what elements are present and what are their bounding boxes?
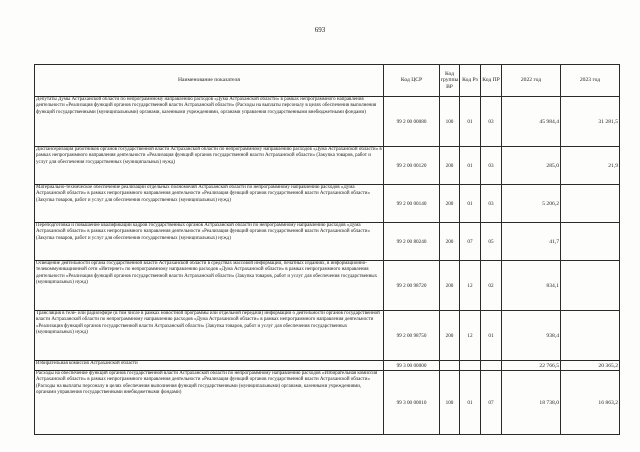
- vr-code-cell: 100: [440, 371, 460, 435]
- amount-2023-cell: 20 365,2: [561, 361, 620, 371]
- vr-code-cell: 100: [440, 97, 460, 147]
- amount-2022-cell: 41,7: [502, 223, 561, 261]
- header-2022: 2022 год: [502, 65, 561, 97]
- amount-2022-cell: 22 766,5: [502, 361, 561, 371]
- rz-code-cell: 01: [460, 147, 481, 185]
- csr-code-cell: 99 2 00 98750: [384, 311, 440, 361]
- pr-code-cell: 03: [481, 147, 502, 185]
- amount-2022-cell: 834,1: [502, 261, 561, 311]
- header-csr: Код ЦСР: [384, 65, 440, 97]
- header-vr: Код группы ВР: [440, 65, 460, 97]
- amount-2023-cell: [561, 311, 620, 361]
- csr-code-cell: 99 2 00 00140: [384, 185, 440, 223]
- vr-code-cell: [440, 361, 460, 371]
- amount-2023-cell: 21,9: [561, 147, 620, 185]
- rz-code-cell: 01: [460, 371, 481, 435]
- amount-2023-cell: 16 863,2: [561, 371, 620, 435]
- amount-2022-cell: 5 206,2: [502, 185, 561, 223]
- table-row: [35, 223, 620, 261]
- row-name-cell: Диспансеризация работников органов государственной власти Астраханской области по непрограммному направлению расходов «Дума Астраханской области» в рамках непрограммного направления деятельности «Реализация функций органов государственной власти Астраханской области» (Закупка товаров, работ и услуг для обеспечения государственных (муниципальных) нужд): [35, 147, 384, 185]
- header-2023: 2023 год: [561, 65, 620, 97]
- csr-code-cell: 99 2 00 00120: [384, 147, 440, 185]
- amount-2022-cell: 938,4: [502, 311, 561, 361]
- pr-code-cell: 01: [481, 311, 502, 361]
- table-row: [35, 185, 620, 223]
- amount-2023-cell: [561, 185, 620, 223]
- pr-code-cell: 07: [481, 371, 502, 435]
- row-name-cell: Избирательная комиссия Астраханской области: [35, 361, 384, 371]
- csr-code-cell: 99 3 00 00000: [384, 361, 440, 371]
- pr-code-cell: 03: [481, 97, 502, 147]
- table-row: [35, 97, 620, 147]
- pr-code-cell: 02: [481, 261, 502, 311]
- header-pr: Код ПР: [481, 65, 502, 97]
- vr-code-cell: 200: [440, 261, 460, 311]
- header-rz: Код Рз: [460, 65, 481, 97]
- table-row: [35, 371, 620, 435]
- table-row: [35, 311, 620, 361]
- row-name-cell: Депутаты Думы Астраханской области по непрограммному направлению расходов «Дума Астраханской области» в рамках непрограммного направления деятельности «Реализация функций органов государственной власти Астраханской области» (Расходы на выплаты персоналу в целях обеспечения выполнения функций государственными (муниципальными) органами, казенными учреждениями, органами управления государственными внебюджетными фондами): [35, 97, 384, 147]
- rz-code-cell: 07: [460, 223, 481, 261]
- row-name-cell: Расходы на обеспечение функций органов государственной власти Астраханской области по непрограммному направлению расходов «Избирательная комиссия Астраханской области» в рамках непрограммного направления деятельности «Реализация функций органов государственной власти Астраханской области» (Расходы на выплаты персоналу в целях обеспечения выполнения функций государственными (муниципальными) органами, казенными учреждениями, органами управления государственными внебюджетными фондами): [35, 371, 384, 435]
- csr-code-cell: 99 2 00 00080: [384, 97, 440, 147]
- vr-code-cell: 200: [440, 147, 460, 185]
- rz-code-cell: [460, 361, 481, 371]
- amount-2023-cell: [561, 223, 620, 261]
- table-header-row: [35, 65, 620, 97]
- row-name-cell: Освещение деятельности органа государственной власти Астраханской области в средствах массовой информации, печатных изданиях, в информационно-телекоммуникационной сети «Интернет» по непрограммному направлению расходов «Дума Астраханской области» в рамках непрограммного направления деятельности «Реализация функций органов государственной власти Астраханской области» (Закупка товаров, работ и услуг для обеспечения государственных (муниципальных) нужд): [35, 261, 384, 311]
- csr-code-cell: 99 3 00 00010: [384, 371, 440, 435]
- row-name-cell: Материально-техническое обеспечение реализации отдельных полномочий Астраханской области по непрограммному направлению расходов «Дума Астраханской области» в рамках непрограммного направления деятельности «Реализация функций органов государственной власти Астраханской области» (Закупка товаров, работ и услуг для обеспечения государственных (муниципальных) нужд): [35, 185, 384, 223]
- row-name-cell: Трансляция в теле- или радиоэфире (в том числе в рамках новостной программы или отдельной передачи) информации о деятельности органов государственной власти Астраханской области по непрограммному направлению расходов «Дума Астраханской области» в рамках непрограммного направления деятельности «Реализация функций органов государственной власти Астраханской области» (Закупка товаров, работ и услуг для обеспечения государственных (муниципальных) нужд): [35, 311, 384, 361]
- amount-2023-cell: [561, 261, 620, 311]
- pr-code-cell: [481, 361, 502, 371]
- amount-2022-cell: 285,0: [502, 147, 561, 185]
- table-row: [35, 261, 620, 311]
- table-body: [35, 97, 620, 435]
- csr-code-cell: 99 2 00 98720: [384, 261, 440, 311]
- rz-code-cell: 12: [460, 311, 481, 361]
- vr-code-cell: 200: [440, 223, 460, 261]
- header-name: Наименование показателя: [35, 65, 384, 97]
- rz-code-cell: 01: [460, 97, 481, 147]
- csr-code-cell: 99 2 00 80240: [384, 223, 440, 261]
- page-number: 693: [314, 26, 326, 34]
- table-row: [35, 361, 620, 371]
- pr-code-cell: 05: [481, 223, 502, 261]
- rz-code-cell: 12: [460, 261, 481, 311]
- pr-code-cell: 03: [481, 185, 502, 223]
- table-row: [35, 147, 620, 185]
- row-name-cell: Переподготовка и повышение квалификации кадров государственных органов Астраханской области по непрограммному направлению расходов «Дума Астраханской области» в рамках непрограммного направления деятельности «Реализация функций органов государственной власти Астраханской области» (Закупка товаров, работ и услуг для обеспечения государственных (муниципальных) нужд): [35, 223, 384, 261]
- vr-code-cell: 200: [440, 311, 460, 361]
- amount-2022-cell: 18 738,0: [502, 371, 561, 435]
- amount-2023-cell: 31 281,5: [561, 97, 620, 147]
- vr-code-cell: 200: [440, 185, 460, 223]
- budget-table: [34, 64, 620, 435]
- amount-2022-cell: 45 984,4: [502, 97, 561, 147]
- rz-code-cell: 01: [460, 185, 481, 223]
